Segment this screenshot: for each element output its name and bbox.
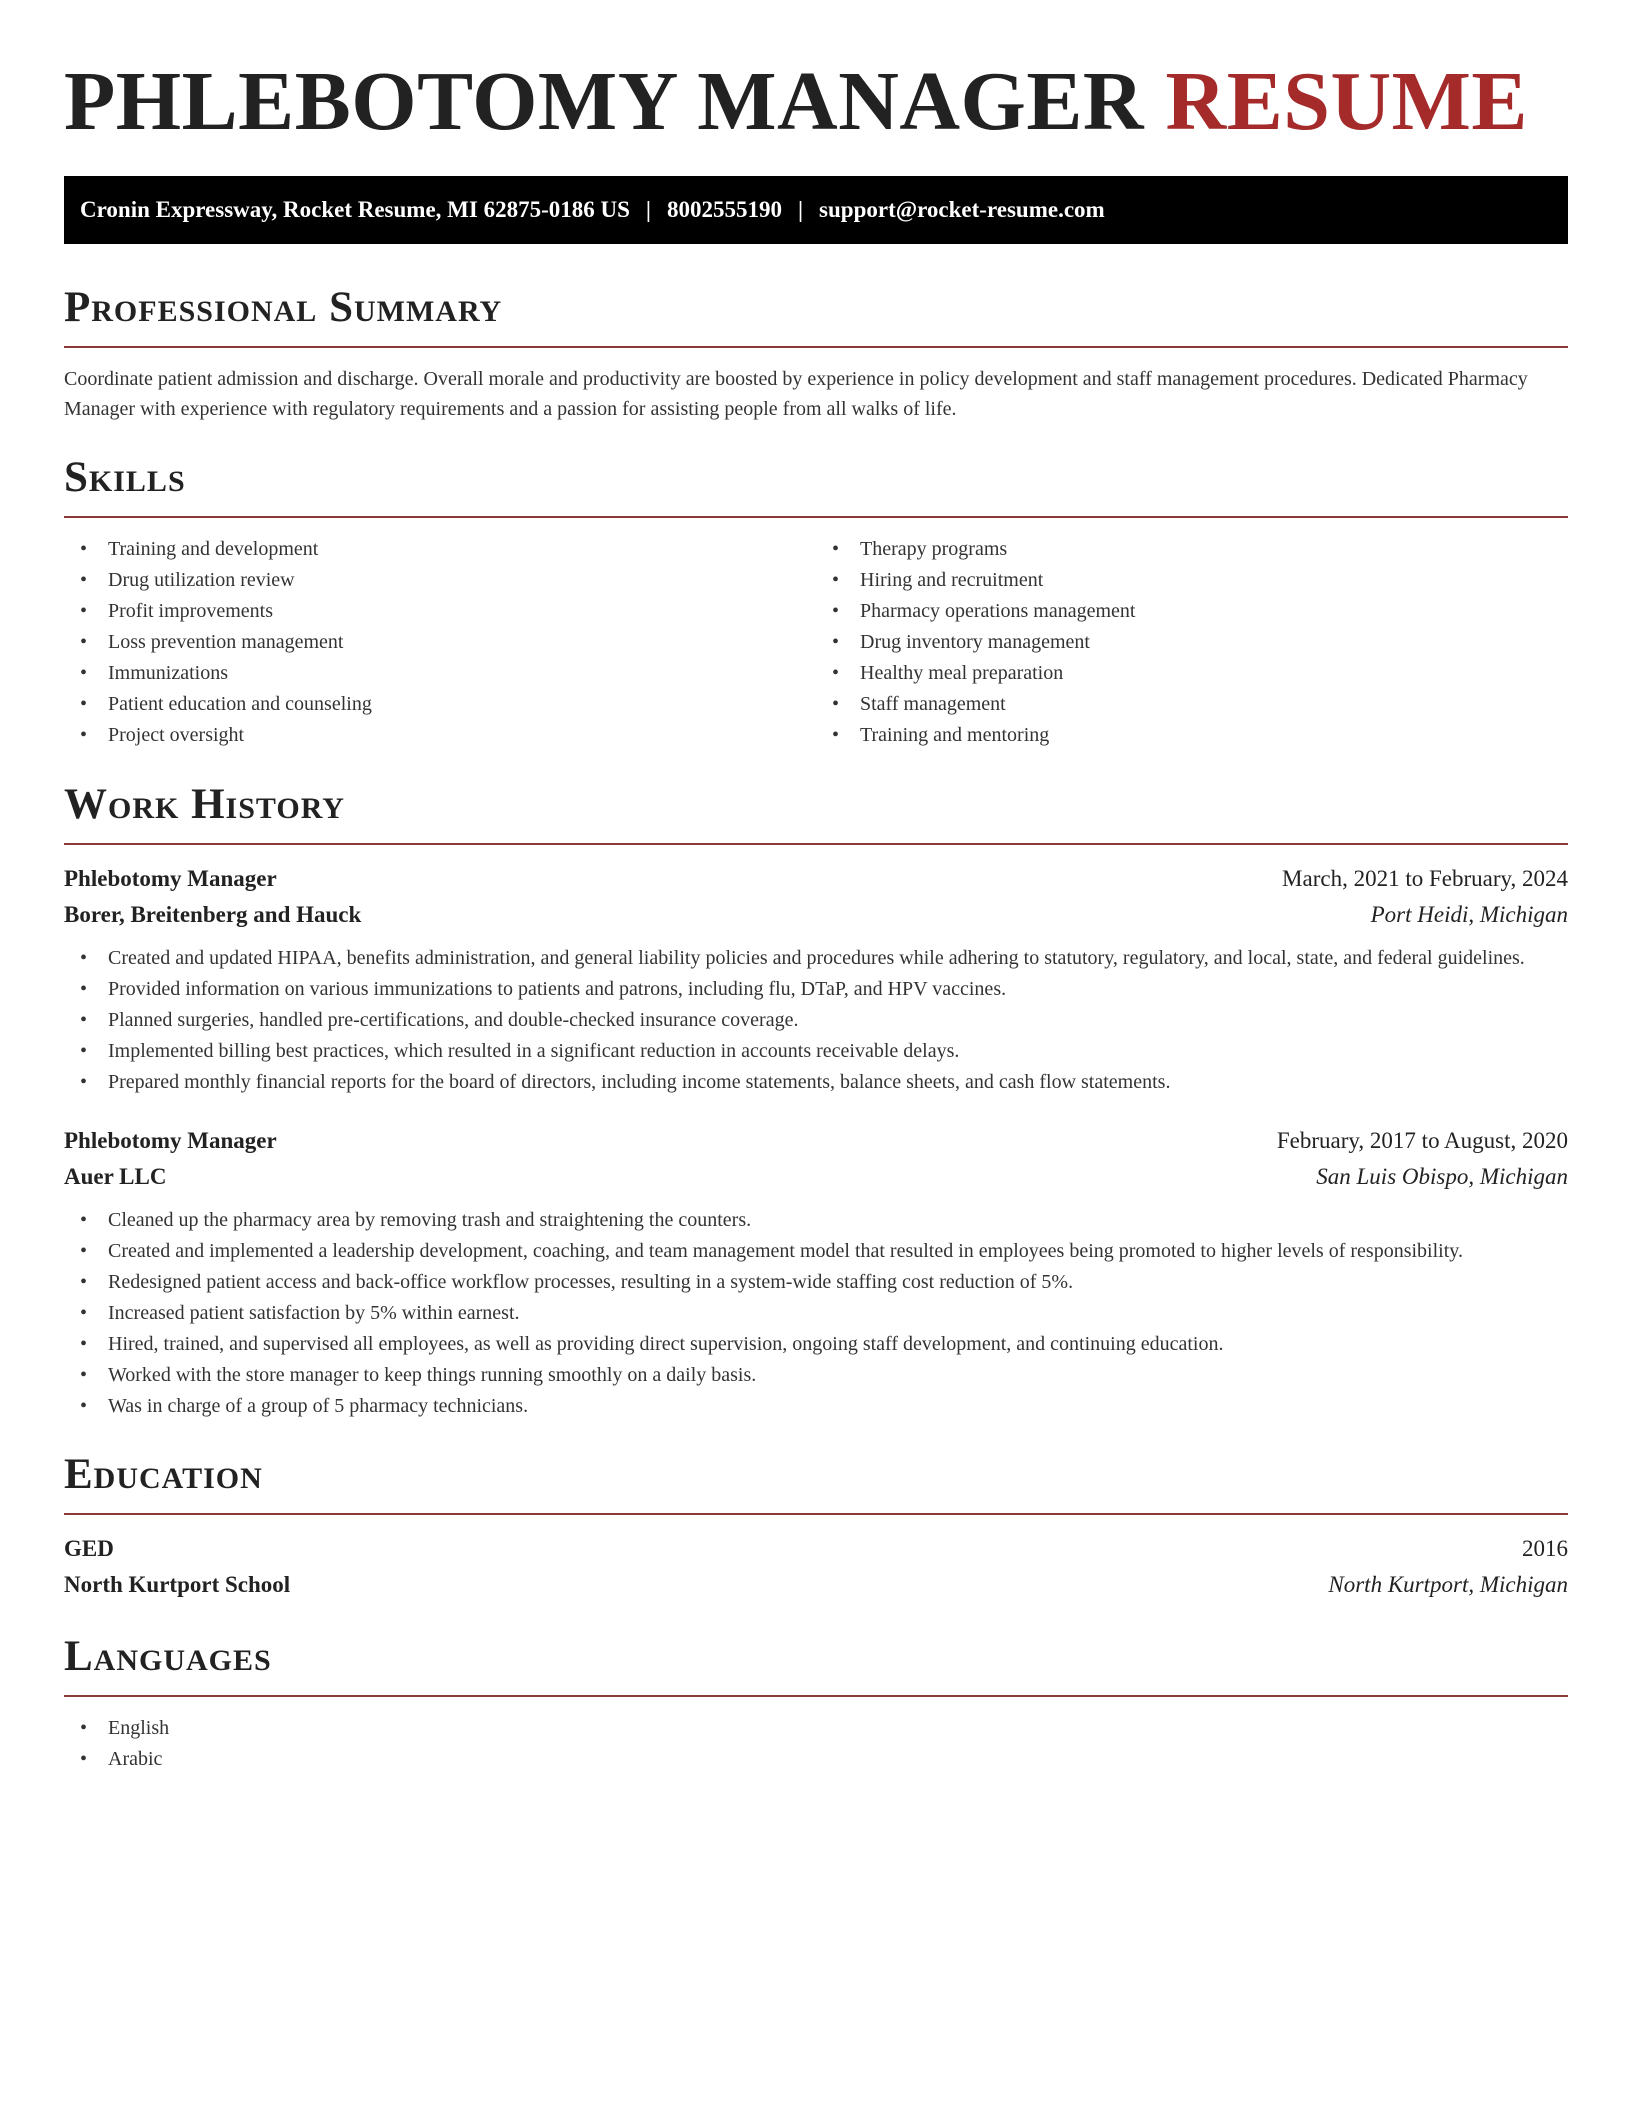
job-bullet: • Redesigned patient access and back-office workflow processes, resulting in a system-wide staffing cost reduction of 5%. xyxy=(64,1267,1568,1297)
job-bullet: • Was in charge of a group of 5 pharmacy technicians. xyxy=(64,1391,1568,1421)
education-entry xyxy=(64,1531,1568,1603)
work-history-heading: Work History xyxy=(64,781,345,828)
job-header-row xyxy=(64,861,1568,897)
job-bullet: • Cleaned up the pharmacy area by removing trash and straightening the counters. xyxy=(64,1205,1568,1235)
skills-grid xyxy=(64,534,1568,751)
education-school: North Kurtport School xyxy=(64,1572,291,1597)
job-entry xyxy=(64,861,1568,1097)
section-divider xyxy=(64,843,1568,845)
skills-left-column xyxy=(64,534,816,751)
education-degree: GED xyxy=(64,1536,114,1561)
skill-item: • Profit improvements xyxy=(64,596,816,627)
job-bullet: • Provided information on various immunizations to patients and patrons, including flu, DTaP, and HPV vaccines. xyxy=(64,974,1568,1004)
skill-item: • Project oversight xyxy=(64,720,816,751)
job-bullet: • Increased patient satisfaction by 5% within earnest. xyxy=(64,1298,1568,1328)
job-bullets xyxy=(64,1205,1568,1421)
job-title: Phlebotomy Manager xyxy=(64,866,277,891)
job-header-row xyxy=(64,1123,1568,1159)
job-entry xyxy=(64,1123,1568,1421)
languages-heading: Languages xyxy=(64,1633,272,1680)
skill-item: • Drug utilization review xyxy=(64,565,816,596)
skill-item: • Immunizations xyxy=(64,658,816,689)
skill-item: • Therapy programs xyxy=(816,534,1568,565)
skill-item: • Training and development xyxy=(64,534,816,565)
skills-heading: Skills xyxy=(64,454,186,501)
language-item: • Arabic xyxy=(64,1744,1568,1775)
job-bullets xyxy=(64,943,1568,1097)
section-divider xyxy=(64,516,1568,518)
contact-email[interactable]: support@rocket-resume.com xyxy=(819,197,1105,222)
education-year: 2016 xyxy=(1522,1536,1568,1561)
job-bullet: • Hired, trained, and supervised all employees, as well as providing direct supervision, ongoing staff development, and continuing education. xyxy=(64,1329,1568,1359)
job-bullet: • Implemented billing best practices, which resulted in a significant reduction in accounts receivable delays. xyxy=(64,1036,1568,1066)
job-bullet: • Created and implemented a leadership development, coaching, and team management model that resulted in employees being promoted to higher levels of responsibility. xyxy=(64,1236,1568,1266)
skill-item: • Hiring and recruitment xyxy=(816,565,1568,596)
contact-address: Cronin Expressway, Rocket Resume, MI 62875-0186 US xyxy=(80,197,630,222)
title-main: PHLEBOTOMY MANAGER xyxy=(64,55,1145,148)
job-dates: March, 2021 to February, 2024 xyxy=(1282,866,1568,891)
job-location: Port Heidi, Michigan xyxy=(1370,902,1568,927)
job-bullet: • Worked with the store manager to keep things running smoothly on a daily basis. xyxy=(64,1360,1568,1390)
job-company: Auer LLC xyxy=(64,1164,167,1189)
skill-item: • Pharmacy operations management xyxy=(816,596,1568,627)
contact-phone: 8002555190 xyxy=(666,197,782,222)
education-section xyxy=(64,1447,1568,1603)
contact-separator: | xyxy=(645,197,651,222)
education-degree-row xyxy=(64,1531,1568,1567)
job-dates: February, 2017 to August, 2020 xyxy=(1276,1128,1568,1153)
resume-title xyxy=(64,52,1568,152)
job-bullet: • Created and updated HIPAA, benefits administration, and general liability policies and procedures while adhering to statutory, regulatory, and local, state, and federal guidelines. xyxy=(64,943,1568,973)
summary-section xyxy=(64,280,1568,424)
section-divider xyxy=(64,346,1568,348)
contact-bar xyxy=(64,176,1568,244)
skill-item: • Staff management xyxy=(816,689,1568,720)
skill-item: • Patient education and counseling xyxy=(64,689,816,720)
summary-text: Coordinate patient admission and discharge. Overall morale and productivity are boosted by experience in policy development and staff management procedures. Dedicated Pharmacy Manager with experience with regulatory requirements and a passion for assisting people from all walks of life. xyxy=(64,368,1528,420)
job-company: Borer, Breitenberg and Hauck xyxy=(64,902,362,927)
education-heading: Education xyxy=(64,1451,263,1498)
skill-item: • Loss prevention management xyxy=(64,627,816,658)
language-item: • English xyxy=(64,1713,1568,1744)
contact-separator: | xyxy=(797,197,804,222)
education-location: North Kurtport, Michigan xyxy=(1328,1572,1568,1597)
job-title: Phlebotomy Manager xyxy=(64,1128,277,1153)
title-accent: RESUME xyxy=(1165,55,1528,148)
job-location: San Luis Obispo, Michigan xyxy=(1316,1164,1568,1189)
job-company-row xyxy=(64,1159,1568,1195)
skill-item: • Healthy meal preparation xyxy=(816,658,1568,689)
job-bullet: • Prepared monthly financial reports for the board of directors, including income statements, balance sheets, and cash flow statements. xyxy=(64,1067,1568,1097)
section-divider xyxy=(64,1695,1568,1697)
skills-right-column xyxy=(816,534,1568,751)
section-divider xyxy=(64,1513,1568,1515)
skills-section xyxy=(64,450,1568,751)
summary-heading: Professional Summary xyxy=(64,284,503,331)
skill-item: • Training and mentoring xyxy=(816,720,1568,751)
job-bullet: • Planned surgeries, handled pre-certifications, and double-checked insurance coverage. xyxy=(64,1005,1568,1035)
job-company-row xyxy=(64,897,1568,933)
languages-section xyxy=(64,1629,1568,1775)
languages-list xyxy=(64,1713,1568,1775)
work-history-section xyxy=(64,777,1568,1421)
education-school-row xyxy=(64,1567,1568,1603)
skill-item: • Drug inventory management xyxy=(816,627,1568,658)
